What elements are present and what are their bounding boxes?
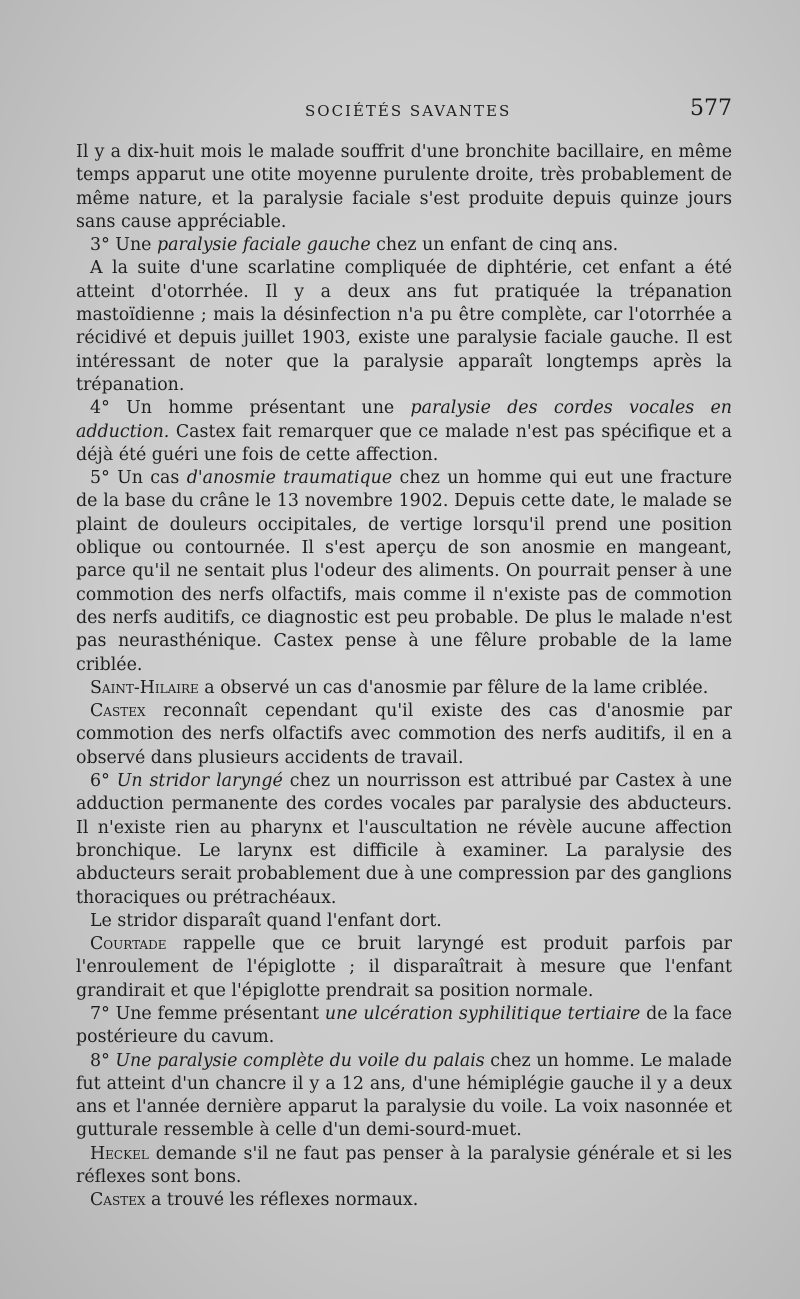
paragraph	[76, 770, 732, 910]
text-run: A la suite d'une scarlatine compliquée de diphtérie, cet enfant a été atteint d'otorrhée. Il y a deux ans fut pratiquée la trépanation mastoïdienne ; mais la désinfection n'a pu être complète, car l'otorrhée a récidivé et depuis juillet 1903, existe une paralysie faciale gauche. Il est intéressant de noter que la paralysie apparaît longtemps après la trépanation.	[76, 258, 732, 395]
paragraph	[76, 910, 732, 933]
emphasis-text: Une paralysie complète du voile du palais	[115, 1050, 485, 1071]
page-number: 577	[690, 96, 732, 121]
emphasis-text: Un stridor laryngé	[116, 771, 283, 792]
text-run: chez un homme. Le malade fut atteint d'un chancre il y a 12 ans, d'une hémiplégie gauche il y a deux ans et l'année dernière apparut la paralysie du voile. La voix nasonnée et gutturale ressemble à celle d'un demi-sourd-muet.	[76, 1050, 732, 1141]
speaker-name: Saint-Hilaire	[90, 677, 199, 698]
text-run: Il y a dix-huit mois le malade souffrit d'une bronchite bacillaire, en même temps apparut une otite moyenne purulente droite, très probablement de même nature, et la paralysie faciale s'est produite depuis quinze jours sans cause appréciable.	[76, 142, 732, 232]
text-run: de la face postérieure du cavum.	[76, 1003, 732, 1048]
emphasis-text: une ulcération syphilitique tertiaire	[324, 1003, 641, 1024]
paragraph	[76, 677, 732, 700]
body-text	[76, 141, 732, 1213]
paragraph	[76, 257, 732, 397]
text-run: Le stridor disparaît quand l'enfant dort.	[90, 910, 442, 931]
text-run: 3° Une	[90, 235, 157, 256]
paragraph	[76, 1143, 732, 1190]
emphasis-text: paralysie des cordes vocales en adduction.	[76, 398, 732, 442]
speaker-name: Heckel	[90, 1143, 149, 1164]
emphasis-text: d'anosmie traumatique	[186, 468, 393, 489]
paragraph	[76, 397, 732, 467]
paragraph	[76, 700, 732, 770]
text-run: rappelle que ce bruit laryngé est produit parfois par l'enroulement de l'épiglotte ; il disparaîtrait à mesure que l'enfant grandirait et que l'épiglotte prendrait sa position normale.	[76, 934, 732, 1001]
text-run: chez un nourrisson est attribué par Castex à une adduction permanente des cordes vocales par paralysie des abducteurs. Il n'existe rien au pharynx et l'auscultation ne révèle aucune affection bronchique. Le larynx est difficile à examiner. La paralysie des abducteurs serait probablement due à une compression par des ganglions thoraciques ou prétrachéaux.	[76, 771, 732, 908]
text-run: a observé un cas d'anosmie par fêlure de la lame criblée.	[198, 677, 709, 698]
paragraph	[76, 1003, 732, 1050]
text-run: a trouvé les réflexes normaux.	[145, 1190, 419, 1211]
text-run: Castex fait remarquer que ce malade n'est pas spécifique et a déjà été guéri une fois de cette affection.	[76, 421, 732, 465]
text-run: 5° Un cas	[90, 468, 187, 489]
text-run: reconnaît cependant qu'il existe des cas d'anosmie par commotion des nerfs olfactifs avec commotion des nerfs auditifs, il en a observé dans plusieurs accidents de travail.	[76, 701, 732, 768]
text-run: 4° Un homme présentant une	[90, 398, 411, 419]
text-run: chez un homme qui eut une fracture de la base du crâne le 13 novembre 1902. Depuis cette date, le malade se plaint de douleurs occipitales, de vertige lorsqu'il prend une position oblique ou contournée. Il s'est aperçu de son anosmie en mangeant, parce qu'il ne sentait plus l'odeur des aliments. On pourrait penser à une commotion des nerfs olfactifs, mais comme il n'existe pas de commotion des nerfs auditifs, ce diagnostic est peu probable. De plus le malade n'est pas neurasthénique. Castex pense à une fêlure probable de la lame criblée.	[76, 468, 733, 675]
running-title: SOCIÉTÉS SAVANTES	[305, 102, 512, 120]
page-header	[0, 92, 800, 122]
speaker-name: Courtade	[90, 934, 167, 955]
paragraph	[76, 467, 732, 677]
paragraph	[76, 1189, 732, 1212]
text-run: 7° Une femme présentant	[90, 1003, 325, 1024]
paragraph	[76, 1050, 732, 1143]
speaker-name: Castex	[90, 1190, 146, 1211]
text-run: 8°	[90, 1050, 116, 1071]
paragraph	[76, 141, 732, 234]
emphasis-text: paralysie faciale gauche	[156, 235, 371, 256]
text-run: demande s'il ne faut pas penser à la paralysie générale et si les réflexes sont bons.	[76, 1143, 732, 1188]
text-run: chez un enfant de cinq ans.	[370, 235, 619, 256]
text-run: 6°	[90, 771, 117, 792]
paragraph	[76, 933, 732, 1003]
paragraph	[76, 234, 732, 257]
speaker-name: Castex	[90, 701, 146, 722]
